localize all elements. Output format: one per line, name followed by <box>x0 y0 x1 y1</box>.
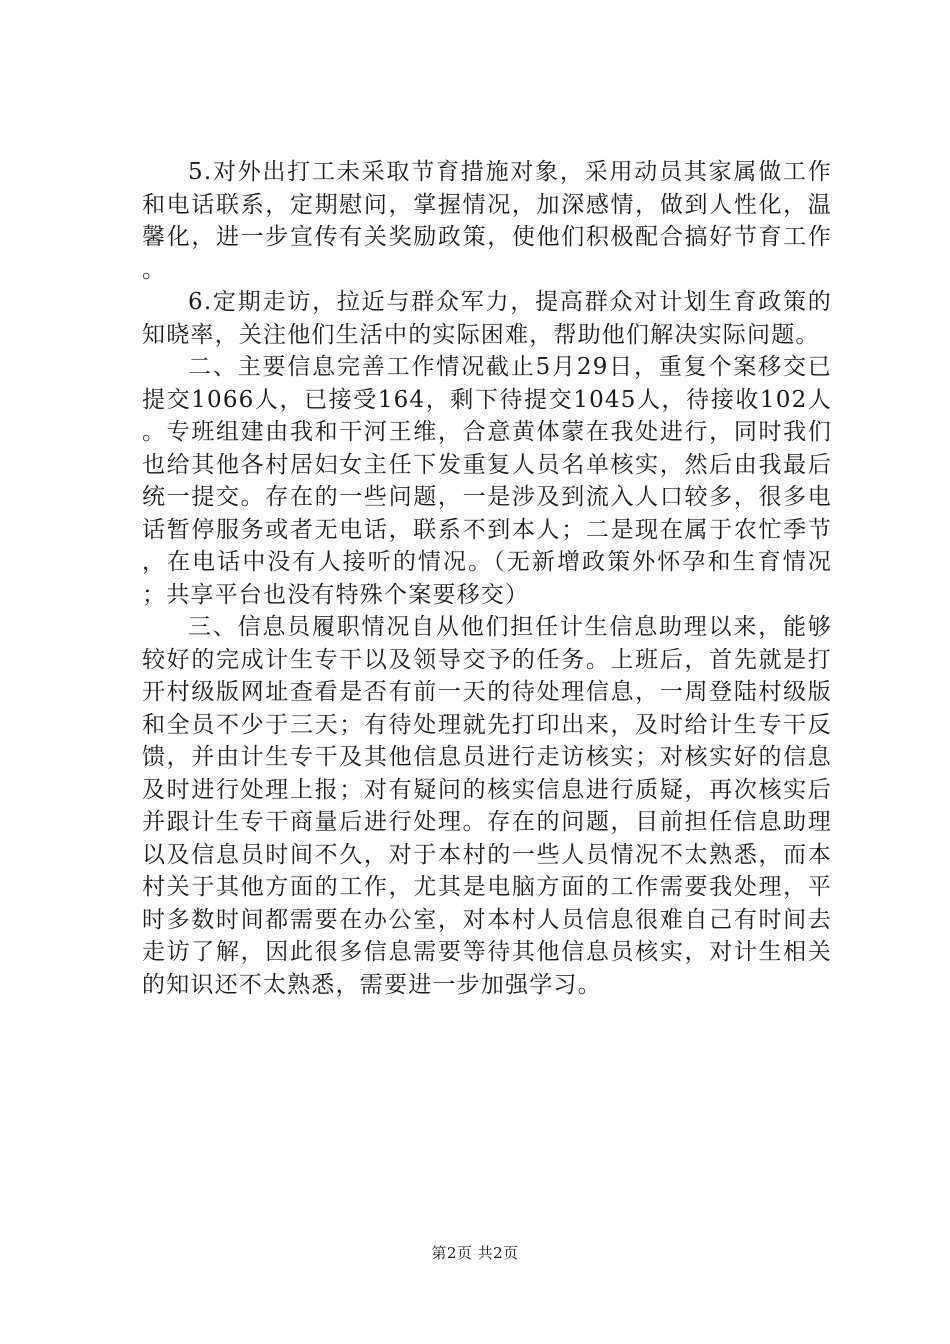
paragraph-item-5: 5.对外出打工未采取节育措施对象，采用动员其家属做工作和电话联系，定期慰问，掌握情况，加深感情，做到人性化，温馨化，进一步宣传有关奖励政策，使他们积极配合搞好节育工作。 <box>142 159 832 283</box>
paragraph-item-6: 6.定期走访，拉近与群众军力，提高群众对计划生育政策的知晓率，关注他们生活中的实际困难，帮助他们解决实际问题。 <box>142 289 832 348</box>
paragraph-section-2: 二、主要信息完善工作情况截止5月29日，重复个案移交已提交1066人，已接受164，剩下待提交1045人，待接收102人。专班组建由我和干河王维，合意黄体蒙在我处进行，同时我们也给其他各村居妇女主任下发重复人员名单核实，然后由我最后统一提交。存在的一些问题，一是涉及到流入人口较多，很多电话暂停服务或者无电话，联系不到本人；二是现在属于农忙季节，在电话中没有人接听的情况。（无新增政策外怀孕和生育情况；共享平台也没有特殊个案要移交） <box>142 354 832 608</box>
document-body <box>142 156 832 1001</box>
page-number-footer: 第2页 共2页 <box>431 1244 519 1262</box>
paragraph-section-3: 三、信息员履职情况自从他们担任计生信息助理以来，能够较好的完成计生专干以及领导交予的任务。上班后，首先就是打开村级版网址查看是否有前一天的待处理信息，一周登陆村级版和全员不少于三天；有待处理就先打印出来，及时给计生专干反馈，并由计生专干及其他信息员进行走访核实；对核实好的信息及时进行处理上报；对有疑问的核实信息进行质疑，再次核实后并跟计生专干商量后进行处理。存在的问题，目前担任信息助理以及信息员时间不久，对于本村的一些人员情况不太熟悉，而本村关于其他方面的工作，尤其是电脑方面的工作需要我处理，平时多数时间都需要在办公室，对本村人员信息很难自己有时间去走访了解，因此很多信息需要等待其他信息员核实，对计生相关的知识还不太熟悉，需要进一步加强学习。 <box>142 614 832 998</box>
